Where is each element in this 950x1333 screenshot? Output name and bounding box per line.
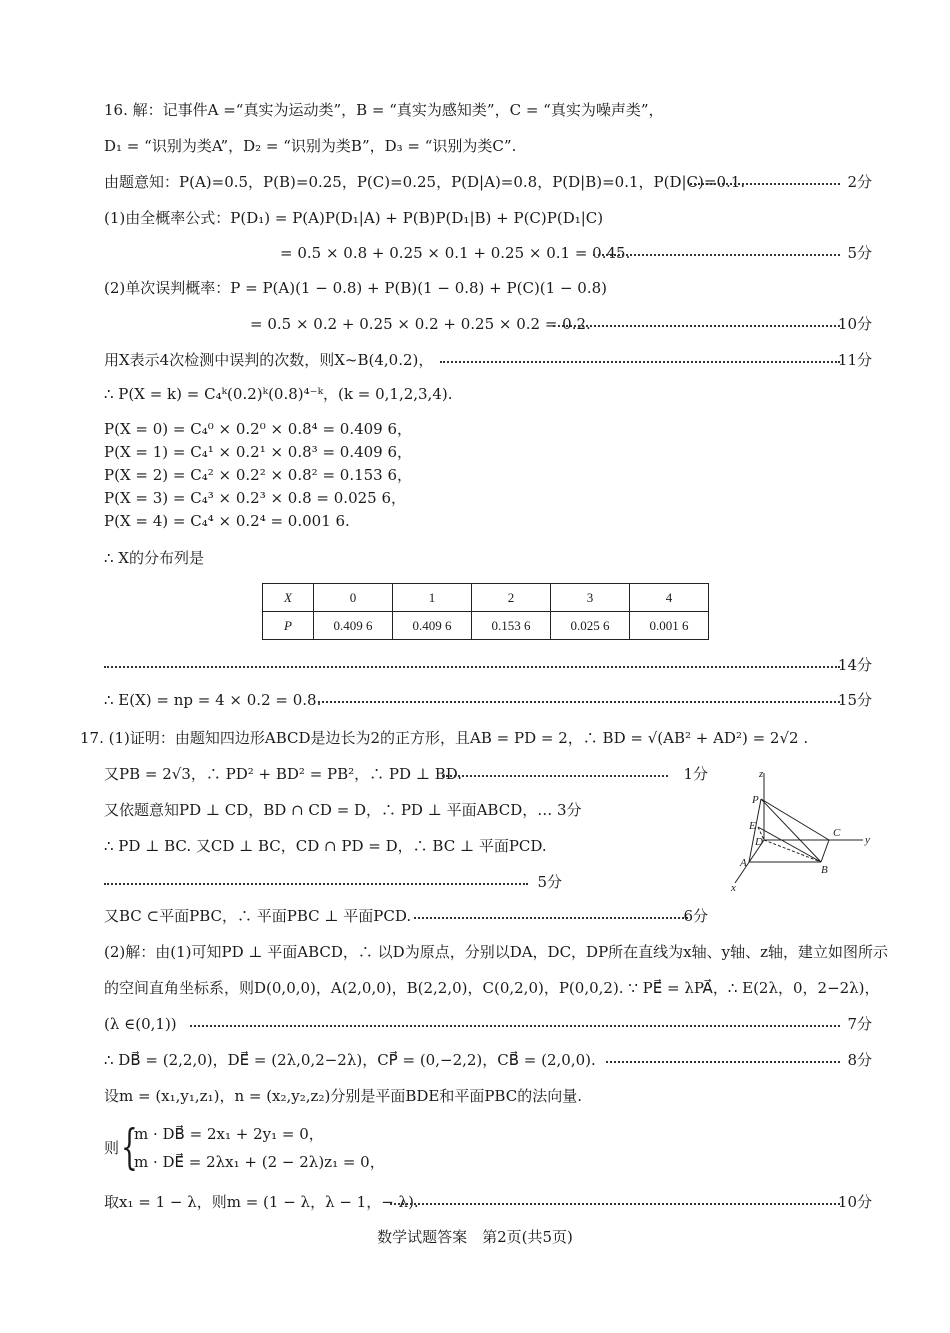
q16-line-6: (2)单次误判概率：P = P(A)(1 − 0.8) + P(B)(1 − 0.8) + P(C)(1 − 0.8): [104, 279, 607, 297]
q17-line-6: 又BC ⊂平面PBC，∴ 平面PBC ⊥ 平面PCD.: [104, 907, 412, 925]
table-header-p: P: [263, 612, 314, 640]
score-mark: 10分: [837, 315, 872, 333]
q17-line-3: 又依题意知PD ⊥ CD，BD ∩ CD = D，∴ PD ⊥ 平面ABCD，… 3分: [104, 801, 582, 819]
leader-dots: [104, 666, 840, 668]
coordinate-figure: [725, 765, 875, 895]
score-mark: 15分: [837, 691, 872, 709]
q16-line-3: 由题意知：P(A)=0.5，P(B)=0.25，P(C)=0.25，P(D|A)=0.8，P(D|B)=0.1，P(D|C)=0.1.: [104, 173, 746, 191]
leader-dots: [553, 325, 840, 327]
system-eq-1: m · DB⃗ = 2x₁ + 2y₁ = 0，: [134, 1125, 324, 1143]
score-mark: 6分: [683, 907, 708, 925]
score-mark: 5分: [537, 873, 562, 891]
q16-line-7: = 0.5 × 0.2 + 0.25 × 0.2 + 0.25 × 0.2 = 0.2.: [250, 315, 591, 333]
score-mark: 2分: [847, 173, 872, 191]
label-x: x: [731, 882, 736, 894]
q17-line-9: (λ ∈(0,1)): [104, 1015, 177, 1033]
table-cell: 0.001 6: [630, 612, 709, 640]
distribution-table: [262, 583, 709, 640]
score-mark: 1分: [683, 765, 708, 783]
page-footer: 数学试题答案 第2页(共5页): [377, 1228, 573, 1246]
q16-line-2: D₁ = “识别为类A”，D₂ = “识别为类B”，D₃ = “识别为类C”.: [104, 137, 517, 155]
q17-line-8: 的空间直角坐标系，则D(0,0,0)，A(2,0,0)，B(2,2,0)，C(0,2,0)，P(0,0,2). ∵ PE⃗ = λPA⃗，∴ E(2λ，0，2−2λ)，: [104, 979, 880, 997]
table-cell: 0: [314, 584, 393, 612]
table-cell: 0.409 6: [393, 612, 472, 640]
q17-line-12: 取x₁ = 1 − λ，则m = (1 − λ，λ − 1，− λ).: [104, 1193, 419, 1211]
score-mark: 11分: [837, 351, 872, 369]
system-brace: {: [121, 1119, 138, 1175]
q17-line-7: (2)解：由(1)可知PD ⊥ 平面ABCD，∴ 以D为原点，分别以DA，DC，DP所在直线为x轴、y轴、z轴，建立如图所示: [104, 943, 889, 961]
prob-x1: P(X = 1) = C₄¹ × 0.2¹ × 0.8³ = 0.409 6，: [104, 443, 413, 461]
table-cell: 0.409 6: [314, 612, 393, 640]
leader-dots: [440, 361, 840, 363]
table-header-x: X: [263, 584, 314, 612]
label-A: A: [740, 857, 747, 869]
q16-line-4: (1)由全概率公式：P(D₁) = P(A)P(D₁|A) + P(B)P(D₁|B) + P(C)P(D₁|C): [104, 209, 604, 227]
label-P: P: [752, 794, 759, 806]
score-mark: 7分: [847, 1015, 872, 1033]
score-mark: 8分: [847, 1051, 872, 1069]
q17-line-2: 又PB = 2√3，∴ PD² + BD² = PB²，∴ PD ⊥ BD.: [104, 765, 462, 783]
leader-dots: [104, 883, 528, 885]
prob-x0: P(X = 0) = C₄⁰ × 0.2⁰ × 0.8⁴ = 0.409 6，: [104, 420, 413, 438]
q17-line-11: 设m = (x₁,y₁,z₁)，n = (x₂,y₂,z₂)分别是平面BDE和平面PBC的法向量.: [104, 1087, 582, 1105]
q16-line-1: 16. 解：记事件A =“真实为运动类”，B = “真实为感知类”，C = “真实为噪声类”，: [104, 101, 664, 119]
leader-dots: [442, 775, 668, 777]
score-mark: 14分: [837, 656, 872, 674]
score-mark: 10分: [837, 1193, 872, 1211]
prob-x2: P(X = 2) = C₄² × 0.2² × 0.8² = 0.153 6，: [104, 466, 413, 484]
table-row: [263, 612, 709, 640]
q17-line-1: 17. (1)证明：由题知四边形ABCD是边长为2的正方形，且AB = PD = 2，∴ BD = √(AB² + AD²) = 2√2 .: [80, 729, 809, 747]
q16-line-5: = 0.5 × 0.8 + 0.25 × 0.1 + 0.25 × 0.1 = 0.45.: [280, 244, 631, 262]
leader-dots: [690, 183, 840, 185]
table-cell: 0.025 6: [551, 612, 630, 640]
label-C: C: [833, 827, 841, 839]
score-mark: 5分: [847, 244, 872, 262]
system-eq-2: m · DE⃗ = 2λx₁ + (2 − 2λ)z₁ = 0，: [134, 1153, 385, 1171]
leader-dots: [318, 701, 840, 703]
system-lead: 则: [104, 1139, 120, 1157]
q16-line-9: ∴ P(X = k) = C₄ᵏ(0.2)ᵏ(0.8)⁴⁻ᵏ，(k = 0,1,2,3,4).: [104, 385, 453, 403]
label-E: E: [749, 820, 756, 832]
label-B: B: [821, 864, 828, 876]
table-cell: 4: [630, 584, 709, 612]
leader-dots: [593, 254, 840, 256]
q16-line-10: ∴ X的分布列是: [104, 549, 204, 567]
q17-line-10: ∴ DB⃗ = (2,2,0)，DE⃗ = (2λ,0,2−2λ)，CP⃗ = (0,−2,2)，CB⃗ = (2,0,0).: [104, 1051, 596, 1069]
table-cell: 2: [472, 584, 551, 612]
leader-dots: [190, 1025, 840, 1027]
label-y: y: [865, 834, 870, 846]
label-z: z: [759, 768, 764, 780]
q16-line-11: ∴ E(X) = np = 4 × 0.2 = 0.8.: [104, 691, 322, 709]
prob-x3: P(X = 3) = C₄³ × 0.2³ × 0.8 = 0.025 6，: [104, 489, 407, 507]
table-cell: 1: [393, 584, 472, 612]
leader-dots: [606, 1061, 840, 1063]
q16-line-8: 用X表示4次检测中误判的次数，则X~B(4,0.2)，: [104, 351, 434, 369]
table-cell: 0.153 6: [472, 612, 551, 640]
leader-dots: [390, 1203, 840, 1205]
leader-dots: [414, 917, 688, 919]
table-cell: 3: [551, 584, 630, 612]
label-D: D: [755, 836, 763, 848]
q17-line-4: ∴ PD ⊥ BC. 又CD ⊥ BC，CD ∩ PD = D，∴ BC ⊥ 平面PCD.: [104, 837, 547, 855]
table-row: [263, 584, 709, 612]
prob-x4: P(X = 4) = C₄⁴ × 0.2⁴ = 0.001 6.: [104, 512, 350, 530]
